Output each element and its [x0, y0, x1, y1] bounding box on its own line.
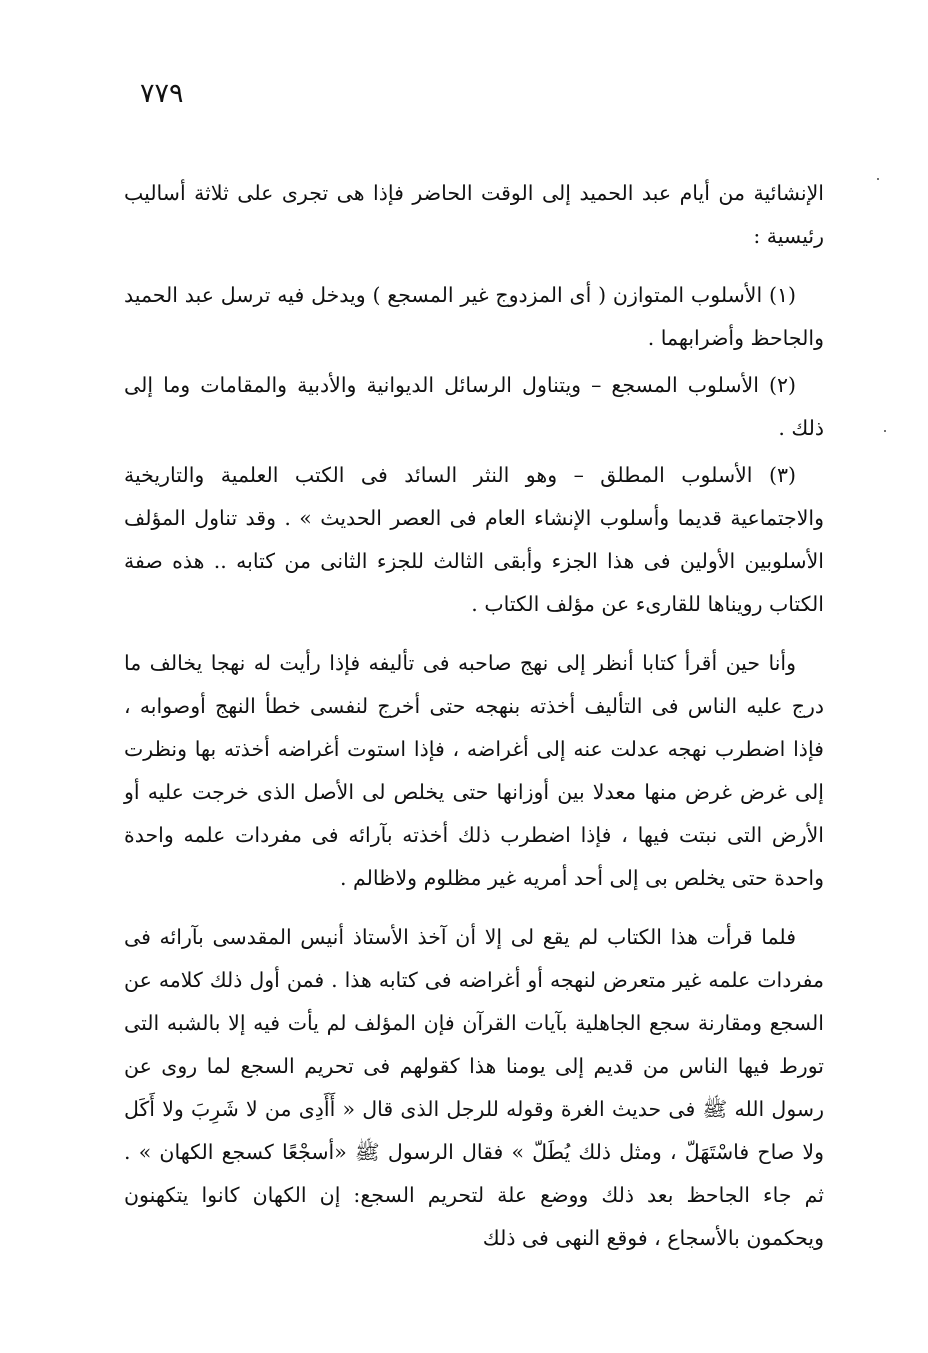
scan-speck: [884, 430, 886, 432]
scan-speck: [877, 178, 879, 180]
paragraph-style-2: (٢) الأسلوب المسجع – ويتناول الرسائل الديوانية والأدبية والمقامات وما إلى ذلك .: [124, 373, 824, 440]
paragraph-book-critique: فلما قرأت هذا الكتاب لم يقع لى إلا أن آخذ الأستاذ أنيس المقدسى بآرائه فى مفردات علمه غير متعرض لنهجه أو أغراضه فى كتابه هذا . فمن أول ذلك كلامه عن السجع ومقارنة سجع الجاهلية بآيات القرآن فإن المؤلف لم يأت فيه إلا بالشبه التى تورط فيها الناس من قديم إلى يومنا هذا كقولهم فى تحريم السجع لما روى عن رسول الله ﷺ فى حديث الغرة وقوله للرجل الذى قال « أَأَدِى من لا شَرِبَ ولا أَكَل ولا صاح فاسْتَهَلّ ، ومثل ذلك يُطَلّ » فقال الرسول ﷺ «أسجْعًا كسجع الكهان » . ثم جاء الجاحظ بعد ذلك ووضع علة لتحريم السجع: إن الكهان كانوا يتكهنون ويحكمون بالأسجاع ، فوقع النهى فى ذلك: [124, 925, 824, 1250]
paragraph-reading-method: وأنا حين أقرأ كتابا أنظر إلى نهج صاحبه فى تأليفه فإذا رأيت له نهجا يخالف ما درج عليه الناس فى التأليف أخذته بنهجه حتى أخرج لنفسى خطأ النهج أوصوابه ، فإذا اضطرب نهجه عدلت عنه إلى أغراضه ، فإذا استوت أغراضه أخذته بها ونظرت إلى غرض غرض منها معدلا بين أوزانها حتى يخلص لى الأصل الذى خرجت عليه أو الأرض التى نبتت فيها ، فإذا اضطرب ذلك أخذته بآرائه فى مفردات علمه واحدة واحدة حتى يخلص بى إلى أحد أمريه غير مظلوم ولاظالم .: [124, 651, 824, 890]
paragraph-style-1: (١) الأسلوب المتوازن ( أى المزدوج غير المسجع ) ويدخل فيه ترسل عبد الحميد والجاحظ وأضرابهما .: [124, 283, 824, 350]
page-number: ٧٧٩: [140, 78, 184, 109]
paragraph-style-3: (٣) الأسلوب المطلق – وهو النثر السائد فى الكتب العلمية والتاريخية والاجتماعية قديما وأسلوب الإنشاء العام فى العصر الحديث » . وقد تناول المؤلف الأسلوبين الأولين فى هذا الجزء وأبقى الثالث للجزء الثانى من كتابه .. هذه صفة الكتاب رويناها للقارىء عن مؤلف الكتاب .: [124, 463, 824, 616]
body-text: [124, 172, 824, 1260]
paragraph-intro: الإنشائية من أيام عبد الحميد إلى الوقت الحاضر فإذا هى تجرى على ثلاثة أساليب رئيسية :: [124, 181, 824, 248]
